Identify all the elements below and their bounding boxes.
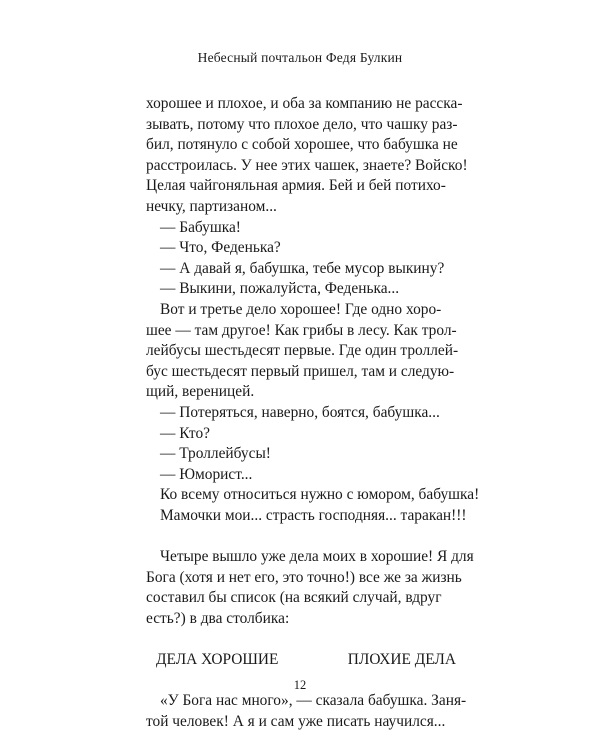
dialogue-line: — Выкини, пожалуйста, Феденька... — [160, 280, 400, 298]
dialogue-line: — Юморист... — [160, 465, 253, 483]
running-header: Небесный почтальон Федя Булкин — [197, 50, 403, 65]
text-line: лейбусы шестьдесят первые. Где один троллей- — [146, 342, 459, 360]
text-line: щий, вереницей. — [146, 383, 255, 401]
text-line: составил бы список (на всякий случай, вдруг — [146, 589, 442, 607]
text-line: Четыре вышло уже дела моих в хорошие! Я для — [160, 548, 474, 566]
text-line: есть?) в два столбика: — [146, 609, 290, 627]
dialogue-line: — А давай я, бабушка, тебе мусор выкину? — [160, 259, 445, 277]
paragraph-gap — [146, 526, 486, 547]
dialogue-line: — Кто? — [160, 424, 210, 442]
text-line: зывать, потому что плохое дело, что чашку раз- — [146, 115, 458, 133]
dialogue-line: — Что, Феденька? — [160, 239, 281, 257]
text-line: шее — там другое! Как грибы в лесу. Как трол- — [146, 321, 457, 339]
page-number: 12 — [293, 678, 307, 692]
text-line: Ко всему относиться нужно с юмором, бабушка! — [160, 486, 480, 504]
text-line: расстроилась. У нее этих чашек, знаете? Войско! — [146, 156, 468, 174]
text-line: Целая чайгоняльная армия. Бей и бей потихо- — [146, 177, 446, 195]
page-text — [146, 94, 486, 732]
text-line: Бога (хотя и нет его, это точно!) все же за жизнь — [146, 568, 462, 586]
dialogue-line: — Троллейбусы! — [160, 445, 271, 463]
text-line: бил, потянуло с собой хорошее, что бабушка не — [146, 136, 458, 154]
text-line: бус шестьдесят первый пришел, там и следую- — [146, 362, 455, 380]
column-bad-deeds: ПЛОХИЕ ДЕЛА — [347, 651, 456, 669]
column-good-deeds: ДЕЛА ХОРОШИЕ — [156, 651, 279, 669]
text-line: Вот и третье дело хорошее! Где одно хоро- — [160, 300, 442, 318]
dialogue-line: — Потеряться, наверно, боятся, бабушка... — [160, 403, 440, 421]
text-line: «У Бога нас много», — сказала бабушка. Заня- — [160, 692, 467, 710]
dialogue-line: — Бабушка! — [160, 218, 241, 236]
text-line: той человек! А я и сам уже писать научился... — [146, 712, 446, 730]
text-line: нечку, партизаном... — [146, 197, 277, 215]
paragraph-gap — [146, 629, 486, 650]
text-line: хорошее и плохое, и оба за компанию не расска- — [146, 95, 463, 112]
text-line: Мамочки мои... страсть господняя... таракан!!! — [160, 506, 467, 524]
two-columns-heading — [146, 650, 486, 671]
